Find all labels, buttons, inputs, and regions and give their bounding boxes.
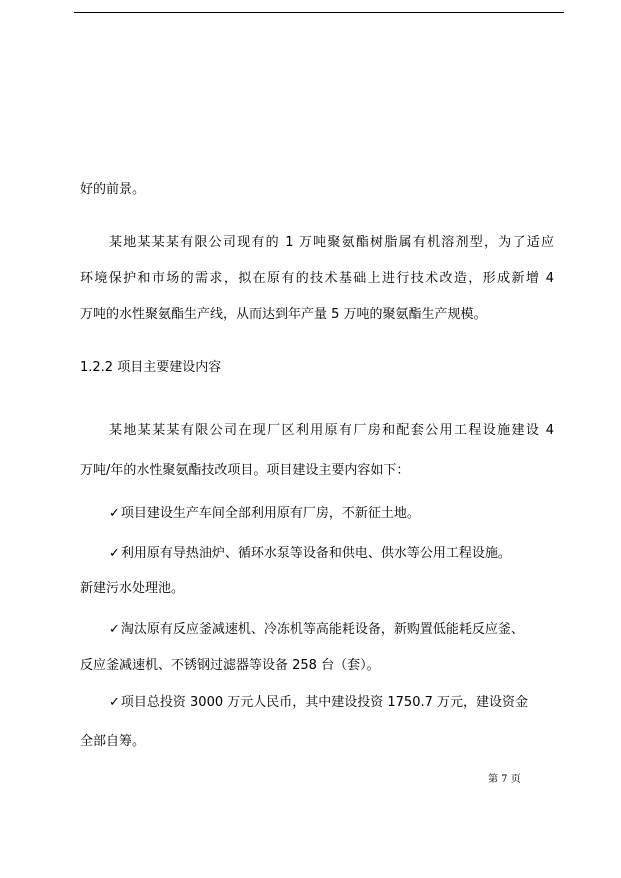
paragraph-line: 某地某某某有限公司现有的 1 万吨聚氨酯树脂属有机溶剂型，为了适应 <box>109 235 554 250</box>
bullet-text: 项目建设生产车间全部利用原有厂房，不新征土地。 <box>120 506 420 521</box>
paragraph-line: 新建污水处理池。 <box>80 581 185 596</box>
bullet-text: 利用原有导热油炉、循环水泵等设备和供电、供水等公用工程设施。 <box>120 546 511 561</box>
bullet-item <box>109 621 524 639</box>
check-mark-icon: ✓ <box>109 546 120 561</box>
paragraph-line: 某地某某某有限公司在现厂区利用原有厂房和配套公用工程设施建设 4 <box>109 423 554 438</box>
paragraph-line: 环境保护和市场的需求，拟在原有的技术基础上进行技术改造，形成新增 4 <box>80 271 554 286</box>
check-mark-icon: ✓ <box>109 622 120 637</box>
paragraph-line: 反应釜减速机、不锈钢过滤器等设备 258 台（套）。 <box>80 658 380 673</box>
paragraph-line: 全部自筹。 <box>80 734 146 749</box>
bullet-text: 项目总投资 3000 万元人民币，其中建设投资 1750.7 万元，建设资金 <box>120 695 529 710</box>
paragraph-line: 万吨/年的水性聚氨酯技改项目。项目建设主要内容如下： <box>80 463 410 478</box>
check-mark-icon: ✓ <box>109 695 120 710</box>
check-mark-icon: ✓ <box>109 506 120 521</box>
bullet-text: 淘汰原有反应釜减速机、冷冻机等高能耗设备，新购置低能耗反应釜、 <box>120 622 524 637</box>
bullet-item <box>109 545 511 563</box>
page-number: 第 7 页 <box>488 774 521 785</box>
paragraph-line: 万吨的水性聚氨酯生产线，从而达到年产量 5 万吨的聚氨酯生产规模。 <box>80 307 487 322</box>
bullet-item <box>109 505 420 523</box>
section-heading: 1.2.2 项目主要建设内容 <box>80 360 222 375</box>
header-rule <box>74 12 564 13</box>
bullet-item <box>109 694 528 712</box>
paragraph-line: 好的前景。 <box>80 182 146 197</box>
